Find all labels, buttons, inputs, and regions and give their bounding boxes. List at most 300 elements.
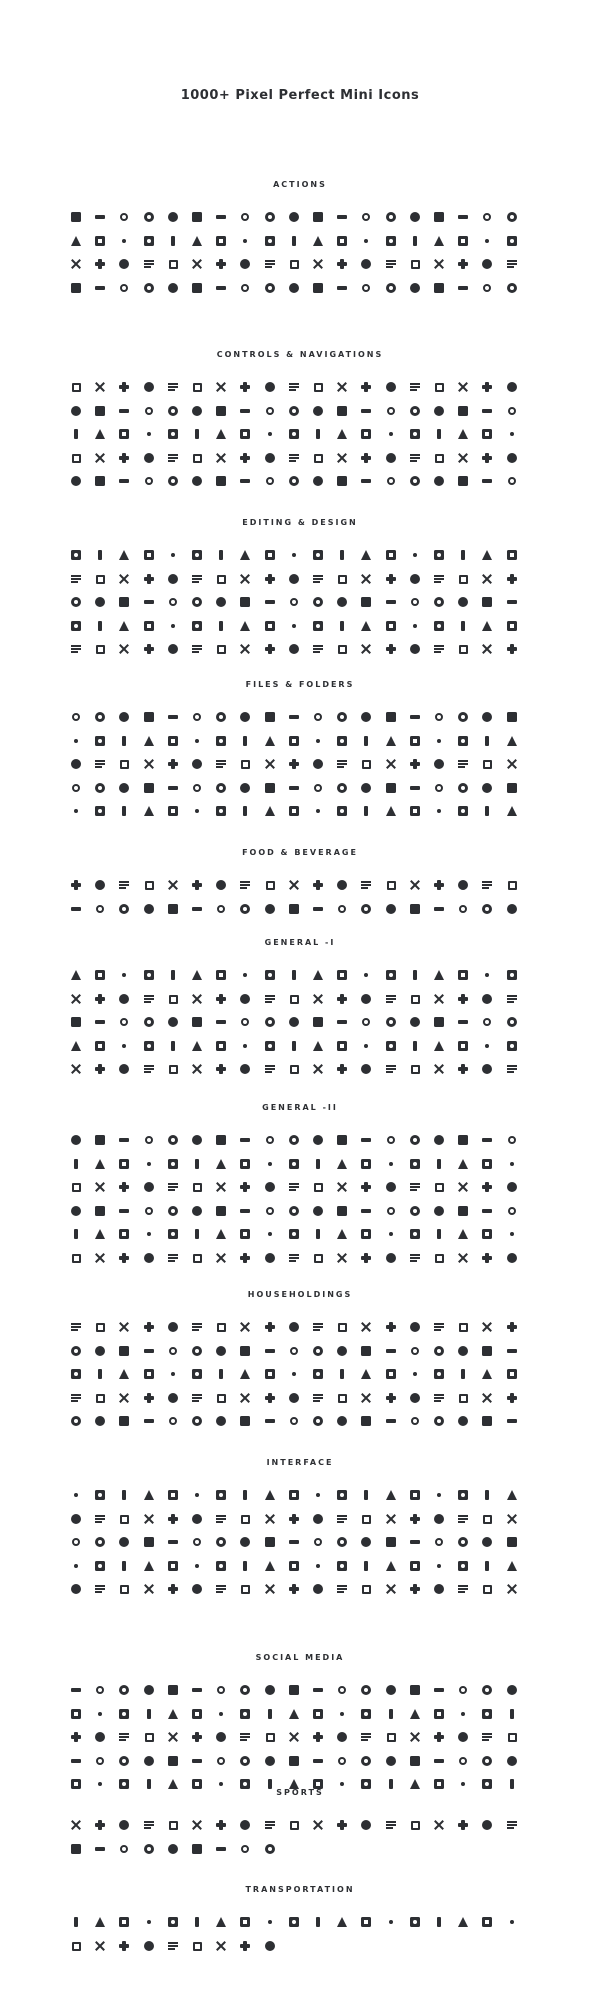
mini-icon xyxy=(119,1561,129,1571)
mini-icon xyxy=(265,880,275,890)
mini-icon xyxy=(386,1537,396,1547)
mini-icon xyxy=(313,1253,323,1263)
mini-icon xyxy=(71,1369,81,1379)
mini-icon xyxy=(507,1917,517,1927)
mini-icon xyxy=(482,1584,492,1594)
mini-icon xyxy=(482,712,492,722)
mini-icon xyxy=(482,1537,492,1547)
mini-icon xyxy=(265,212,275,222)
mini-icon xyxy=(289,904,299,914)
mini-icon xyxy=(337,550,347,560)
mini-icon xyxy=(240,1490,250,1500)
mini-icon xyxy=(240,644,250,654)
mini-icon xyxy=(144,382,154,392)
mini-icon xyxy=(507,1537,517,1547)
mini-icon xyxy=(434,712,444,722)
mini-icon xyxy=(216,1584,226,1594)
mini-icon xyxy=(507,806,517,816)
mini-icon xyxy=(482,1820,492,1830)
mini-icon xyxy=(192,1917,202,1927)
mini-icon xyxy=(95,453,105,463)
mini-icon xyxy=(434,1206,444,1216)
mini-icon xyxy=(95,574,105,584)
mini-icon xyxy=(192,382,202,392)
mini-icon xyxy=(168,1584,178,1594)
mini-icon xyxy=(289,1041,299,1051)
mini-icon xyxy=(168,283,178,293)
mini-icon xyxy=(240,1322,250,1332)
mini-icon xyxy=(361,1537,371,1547)
mini-icon xyxy=(192,1756,202,1766)
mini-icon xyxy=(507,1584,517,1594)
mini-icon xyxy=(434,1346,444,1356)
mini-icon xyxy=(458,621,468,631)
mini-icon xyxy=(119,806,129,816)
mini-icon xyxy=(361,550,371,560)
mini-icon xyxy=(361,1490,371,1500)
mini-icon xyxy=(289,994,299,1004)
mini-icon xyxy=(458,236,468,246)
mini-icon xyxy=(361,1041,371,1051)
mini-icon xyxy=(434,236,444,246)
mini-icon xyxy=(95,1369,105,1379)
mini-icon xyxy=(289,1732,299,1742)
mini-icon xyxy=(289,550,299,560)
mini-icon xyxy=(144,783,154,793)
mini-icon xyxy=(361,1820,371,1830)
mini-icon xyxy=(507,1732,517,1742)
mini-icon xyxy=(216,1416,226,1426)
mini-icon xyxy=(361,759,371,769)
mini-icon xyxy=(482,1253,492,1263)
mini-icon xyxy=(507,736,517,746)
mini-icon xyxy=(144,1732,154,1742)
mini-icon xyxy=(434,1135,444,1145)
mini-icon xyxy=(168,406,178,416)
mini-icon xyxy=(507,1064,517,1074)
mini-icon xyxy=(168,1135,178,1145)
mini-icon xyxy=(458,1369,468,1379)
mini-icon xyxy=(386,1514,396,1524)
mini-icon xyxy=(507,1561,517,1571)
mini-icon xyxy=(168,1709,178,1719)
section-title: SPORTS xyxy=(276,1788,324,1797)
mini-icon xyxy=(168,550,178,560)
mini-icon xyxy=(313,476,323,486)
mini-icon xyxy=(119,597,129,607)
mini-icon xyxy=(240,283,250,293)
mini-icon xyxy=(240,1820,250,1830)
mini-icon xyxy=(434,597,444,607)
mini-icon xyxy=(386,476,396,486)
mini-icon xyxy=(119,1393,129,1403)
mini-icon xyxy=(313,1685,323,1695)
mini-icon xyxy=(216,429,226,439)
mini-icon xyxy=(458,382,468,392)
mini-icon xyxy=(144,1346,154,1356)
mini-icon xyxy=(434,283,444,293)
mini-icon xyxy=(71,621,81,631)
mini-icon xyxy=(192,1685,202,1695)
mini-icon xyxy=(240,574,250,584)
mini-icon xyxy=(337,880,347,890)
mini-icon xyxy=(240,904,250,914)
mini-icon xyxy=(313,1917,323,1927)
mini-icon xyxy=(337,1709,347,1719)
mini-icon xyxy=(410,382,420,392)
section-title: CONTROLS & NAVIGATIONS xyxy=(216,350,384,359)
mini-icon xyxy=(434,806,444,816)
mini-icon xyxy=(313,994,323,1004)
mini-icon xyxy=(313,1820,323,1830)
mini-icon xyxy=(265,1514,275,1524)
mini-icon xyxy=(482,406,492,416)
mini-icon xyxy=(482,880,492,890)
mini-icon xyxy=(458,994,468,1004)
mini-icon xyxy=(168,1346,178,1356)
mini-icon xyxy=(95,1514,105,1524)
mini-icon xyxy=(216,1820,226,1830)
mini-icon xyxy=(240,453,250,463)
section-title: FOOD & BEVERAGE xyxy=(242,848,358,857)
mini-icon xyxy=(144,574,154,584)
mini-icon xyxy=(71,1537,81,1547)
mini-icon xyxy=(361,621,371,631)
mini-icon xyxy=(337,1732,347,1742)
mini-icon xyxy=(361,880,371,890)
mini-icon xyxy=(192,1135,202,1145)
mini-icon xyxy=(119,1322,129,1332)
mini-icon xyxy=(240,970,250,980)
mini-icon xyxy=(410,429,420,439)
mini-icon xyxy=(507,1416,517,1426)
mini-icon xyxy=(482,1732,492,1742)
mini-icon xyxy=(192,1709,202,1719)
mini-icon xyxy=(144,1820,154,1830)
mini-icon xyxy=(361,736,371,746)
mini-icon xyxy=(434,1393,444,1403)
mini-icon xyxy=(313,1514,323,1524)
mini-icon xyxy=(265,736,275,746)
mini-icon xyxy=(410,1206,420,1216)
mini-icon xyxy=(482,806,492,816)
mini-icon xyxy=(434,1041,444,1051)
mini-icon xyxy=(458,880,468,890)
mini-icon xyxy=(289,806,299,816)
mini-icon xyxy=(313,904,323,914)
mini-icon xyxy=(337,1369,347,1379)
mini-icon xyxy=(337,712,347,722)
mini-icon xyxy=(410,644,420,654)
mini-icon xyxy=(192,1322,202,1332)
mini-icon xyxy=(265,712,275,722)
mini-icon xyxy=(240,1346,250,1356)
mini-icon xyxy=(313,1732,323,1742)
mini-icon xyxy=(240,759,250,769)
mini-icon xyxy=(386,1041,396,1051)
mini-icon xyxy=(313,406,323,416)
mini-icon xyxy=(216,1206,226,1216)
mini-icon xyxy=(240,236,250,246)
mini-icon xyxy=(458,712,468,722)
mini-icon xyxy=(337,1159,347,1169)
mini-icon xyxy=(216,453,226,463)
mini-icon xyxy=(168,1732,178,1742)
mini-icon xyxy=(507,574,517,584)
mini-icon xyxy=(240,994,250,1004)
mini-icon xyxy=(95,1322,105,1332)
mini-icon xyxy=(95,1346,105,1356)
mini-icon xyxy=(337,1017,347,1027)
mini-icon xyxy=(313,759,323,769)
mini-icon xyxy=(386,1182,396,1192)
mini-icon xyxy=(168,1322,178,1332)
mini-icon xyxy=(458,970,468,980)
mini-icon xyxy=(434,1229,444,1239)
mini-icon xyxy=(458,1346,468,1356)
mini-icon xyxy=(458,1393,468,1403)
mini-icon xyxy=(95,1017,105,1027)
mini-icon xyxy=(482,283,492,293)
mini-icon xyxy=(337,574,347,584)
mini-icon xyxy=(482,1159,492,1169)
mini-icon xyxy=(410,970,420,980)
mini-icon xyxy=(434,1416,444,1426)
mini-icon xyxy=(458,1135,468,1145)
mini-icon xyxy=(240,1017,250,1027)
mini-icon xyxy=(192,1393,202,1403)
mini-icon xyxy=(71,1917,81,1927)
mini-icon xyxy=(265,1917,275,1927)
mini-icon xyxy=(144,1537,154,1547)
mini-icon xyxy=(95,1941,105,1951)
mini-icon xyxy=(361,806,371,816)
mini-icon xyxy=(168,1514,178,1524)
mini-icon xyxy=(410,1537,420,1547)
mini-icon xyxy=(386,759,396,769)
mini-icon xyxy=(168,453,178,463)
mini-icon xyxy=(119,1537,129,1547)
mini-icon xyxy=(337,1064,347,1074)
mini-icon xyxy=(289,1206,299,1216)
mini-icon xyxy=(144,1253,154,1263)
mini-icon xyxy=(144,1041,154,1051)
mini-icon xyxy=(337,1917,347,1927)
mini-icon xyxy=(216,406,226,416)
mini-icon xyxy=(216,1229,226,1239)
mini-icon xyxy=(337,1253,347,1263)
mini-icon xyxy=(192,1844,202,1854)
mini-icon xyxy=(216,970,226,980)
mini-icon xyxy=(313,1229,323,1239)
mini-icon xyxy=(192,453,202,463)
mini-icon xyxy=(482,1229,492,1239)
mini-icon xyxy=(144,283,154,293)
mini-icon xyxy=(71,476,81,486)
mini-icon xyxy=(361,1369,371,1379)
mini-icon xyxy=(289,880,299,890)
mini-icon xyxy=(507,1393,517,1403)
mini-icon xyxy=(337,1490,347,1500)
mini-icon xyxy=(216,1756,226,1766)
section-title: INTERFACE xyxy=(266,1458,334,1467)
mini-icon xyxy=(265,1941,275,1951)
mini-icon xyxy=(216,736,226,746)
mini-icon xyxy=(265,970,275,980)
mini-icon xyxy=(265,621,275,631)
mini-icon xyxy=(434,1685,444,1695)
mini-icon xyxy=(410,1041,420,1051)
mini-icon xyxy=(71,1941,81,1951)
mini-icon xyxy=(507,904,517,914)
mini-icon xyxy=(507,453,517,463)
mini-icon xyxy=(482,621,492,631)
mini-icon xyxy=(192,259,202,269)
mini-icon xyxy=(507,1369,517,1379)
mini-icon xyxy=(458,1537,468,1547)
mini-icon xyxy=(71,783,81,793)
mini-icon xyxy=(71,574,81,584)
mini-icon xyxy=(361,382,371,392)
mini-icon xyxy=(458,550,468,560)
mini-icon xyxy=(265,1732,275,1742)
mini-icon xyxy=(410,1064,420,1074)
mini-icon xyxy=(458,429,468,439)
mini-icon xyxy=(119,994,129,1004)
mini-icon xyxy=(313,1393,323,1403)
mini-icon xyxy=(95,1844,105,1854)
mini-icon xyxy=(240,1369,250,1379)
mini-icon xyxy=(95,1064,105,1074)
mini-icon xyxy=(71,1514,81,1524)
mini-icon xyxy=(144,1159,154,1169)
mini-icon xyxy=(95,1732,105,1742)
mini-icon xyxy=(434,1514,444,1524)
mini-icon xyxy=(95,1490,105,1500)
mini-icon xyxy=(361,1346,371,1356)
mini-icon xyxy=(410,597,420,607)
mini-icon xyxy=(192,429,202,439)
mini-icon xyxy=(144,236,154,246)
mini-icon xyxy=(507,759,517,769)
mini-icon xyxy=(265,476,275,486)
mini-icon xyxy=(361,1229,371,1239)
mini-icon xyxy=(95,283,105,293)
mini-icon xyxy=(216,1135,226,1145)
mini-icon xyxy=(119,1135,129,1145)
section-title: FILES & FOLDERS xyxy=(245,680,355,689)
mini-icon xyxy=(119,1041,129,1051)
mini-icon xyxy=(507,1685,517,1695)
mini-icon xyxy=(410,1732,420,1742)
mini-icon xyxy=(289,783,299,793)
mini-icon xyxy=(240,621,250,631)
mini-icon xyxy=(482,550,492,560)
mini-icon xyxy=(289,453,299,463)
mini-icon xyxy=(482,1369,492,1379)
mini-icon xyxy=(361,1253,371,1263)
mini-icon xyxy=(71,1206,81,1216)
mini-icon xyxy=(95,406,105,416)
mini-icon xyxy=(95,1820,105,1830)
mini-icon xyxy=(144,1917,154,1927)
mini-icon xyxy=(410,712,420,722)
mini-icon xyxy=(337,406,347,416)
mini-icon xyxy=(410,806,420,816)
mini-icon xyxy=(240,1041,250,1051)
mini-icon xyxy=(361,1584,371,1594)
mini-icon xyxy=(168,712,178,722)
mini-icon xyxy=(313,1017,323,1027)
mini-icon xyxy=(216,1159,226,1169)
mini-icon xyxy=(289,1917,299,1927)
mini-icon xyxy=(192,1941,202,1951)
mini-icon xyxy=(71,212,81,222)
mini-icon xyxy=(119,1844,129,1854)
mini-icon xyxy=(361,1064,371,1074)
mini-icon xyxy=(144,1064,154,1074)
mini-icon xyxy=(386,429,396,439)
mini-icon xyxy=(144,806,154,816)
mini-icon xyxy=(265,283,275,293)
section-title: EDITING & DESIGN xyxy=(242,518,358,527)
mini-icon xyxy=(410,1756,420,1766)
mini-icon xyxy=(95,736,105,746)
mini-icon xyxy=(95,759,105,769)
mini-icon xyxy=(95,1393,105,1403)
mini-icon xyxy=(216,644,226,654)
mini-icon xyxy=(144,880,154,890)
mini-icon xyxy=(144,904,154,914)
mini-icon xyxy=(361,1322,371,1332)
mini-icon xyxy=(482,212,492,222)
mini-icon xyxy=(265,994,275,1004)
mini-icon xyxy=(240,806,250,816)
mini-icon xyxy=(289,1393,299,1403)
mini-icon xyxy=(337,212,347,222)
mini-icon xyxy=(168,970,178,980)
mini-icon xyxy=(386,1732,396,1742)
mini-icon xyxy=(507,644,517,654)
mini-icon xyxy=(482,644,492,654)
mini-icon xyxy=(119,880,129,890)
mini-icon xyxy=(337,1346,347,1356)
mini-icon xyxy=(434,1017,444,1027)
mini-icon xyxy=(434,1253,444,1263)
mini-icon xyxy=(216,783,226,793)
mini-icon xyxy=(337,970,347,980)
mini-icon xyxy=(119,1416,129,1426)
mini-icon xyxy=(192,904,202,914)
mini-icon xyxy=(482,783,492,793)
mini-icon xyxy=(337,236,347,246)
mini-icon xyxy=(337,429,347,439)
mini-icon xyxy=(410,550,420,560)
mini-icon xyxy=(71,1159,81,1169)
mini-icon xyxy=(71,1182,81,1192)
mini-icon xyxy=(386,453,396,463)
mini-icon xyxy=(192,1820,202,1830)
mini-icon xyxy=(192,621,202,631)
mini-icon xyxy=(434,382,444,392)
mini-icon xyxy=(216,1844,226,1854)
mini-icon xyxy=(265,1561,275,1571)
mini-icon xyxy=(240,476,250,486)
mini-icon xyxy=(313,1182,323,1192)
mini-icon xyxy=(482,1322,492,1332)
mini-icon xyxy=(168,574,178,584)
mini-icon xyxy=(168,644,178,654)
